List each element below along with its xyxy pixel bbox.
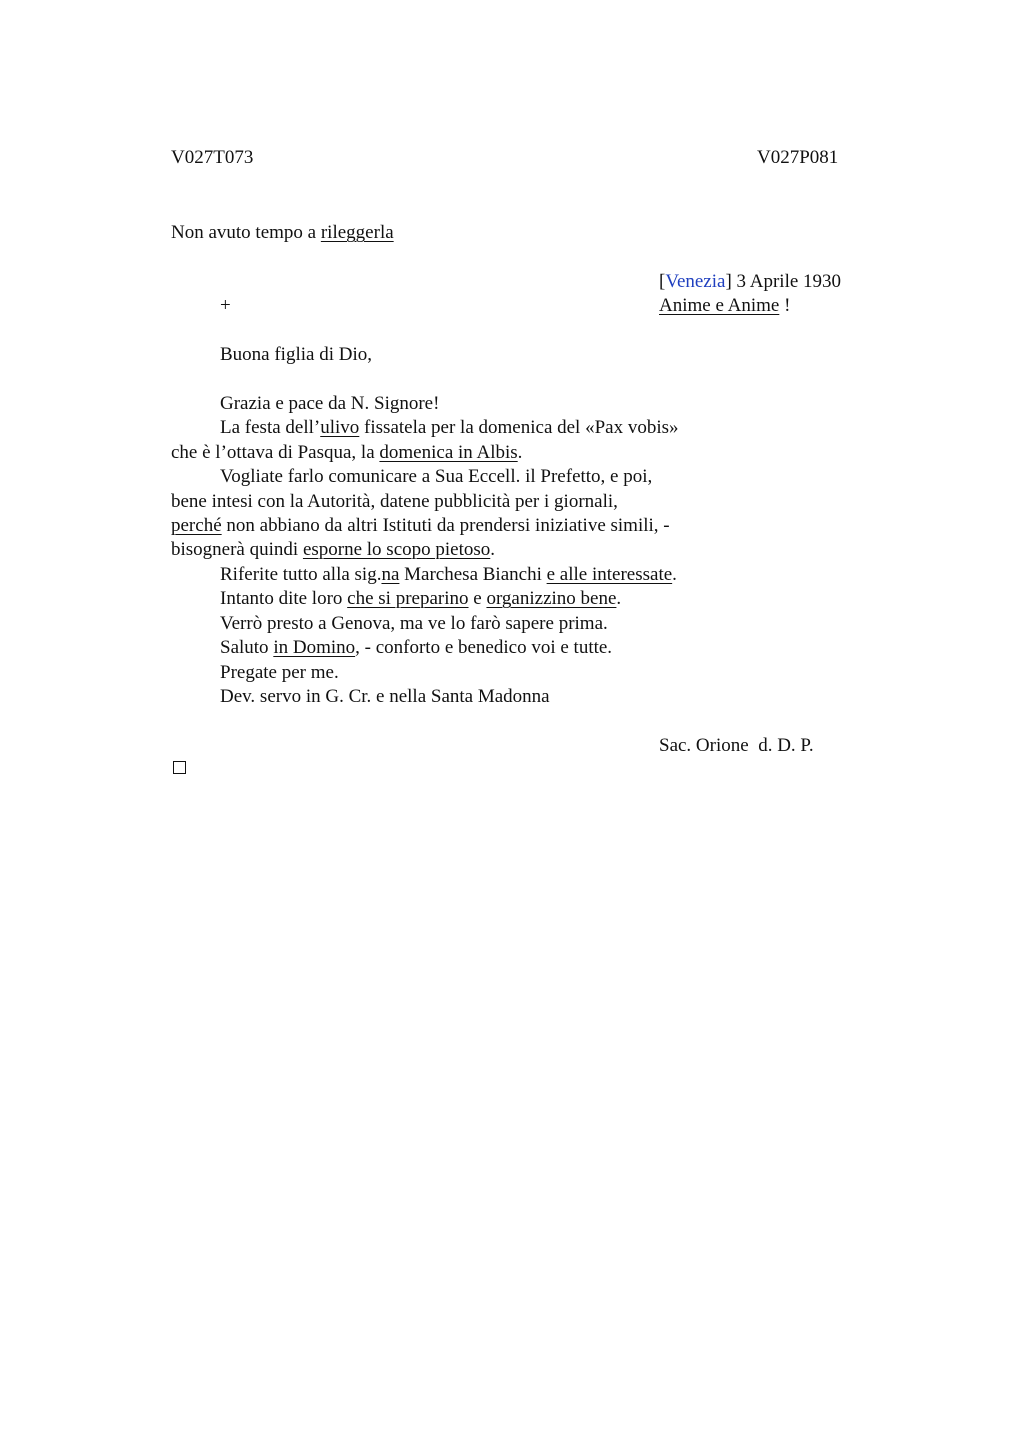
text-run: e [468, 588, 487, 609]
body-line-8 [220, 587, 621, 611]
text-run: non abbiano da altri Istituti da prendersi iniziative simili, - [221, 515, 670, 536]
text-run: La festa dell’ [220, 417, 321, 438]
text-run: che è l’ottava di Pasqua, la [171, 442, 380, 463]
motto-line [659, 294, 790, 318]
greeting: Grazia e pace da N. Signore! [220, 393, 440, 414]
underlined-run: in Domino [273, 637, 356, 658]
body-line-10 [220, 636, 612, 660]
underlined-run: che si preparino [347, 588, 469, 609]
body-line-4: bene intesi con la Autorità, datene pubblicità per i giornali, [171, 491, 618, 512]
body-line-3: Vogliate farlo comunicare a Sua Eccell. il Prefetto, e poi, [220, 466, 653, 487]
text-run: . [672, 564, 677, 585]
underlined-run: domenica in Albis [379, 442, 518, 463]
note-prefix: Non avuto tempo a [171, 222, 321, 243]
underlined-run: ulivo [320, 417, 360, 438]
body-line-2 [171, 441, 522, 465]
text-run: . [616, 588, 622, 609]
text-run: Saluto [220, 637, 274, 658]
date-text: 3 Aprile 1930 [731, 271, 842, 292]
bracket-close: ] [725, 271, 732, 292]
document-code-left: V027T073 [171, 147, 254, 168]
cross-symbol: + [220, 295, 231, 316]
motto-suffix: ! [779, 295, 791, 316]
salutation: Buona figlia di Dio, [220, 344, 372, 365]
place-name: Venezia [665, 271, 726, 292]
bracket-open: [ [659, 271, 666, 292]
text-run: . [517, 442, 523, 463]
body-line-9: Verrò presto a Genova, ma ve lo farò sapere prima. [220, 613, 608, 634]
text-run: Marchesa Bianchi [399, 564, 547, 585]
checkbox-square-icon [173, 761, 186, 774]
closing-line: Dev. servo in G. Cr. e nella Santa Madonna [220, 686, 550, 707]
dateline [659, 270, 841, 294]
underlined-run: organizzino bene [486, 588, 617, 609]
text-run: . [490, 539, 496, 560]
body-line-7 [220, 563, 677, 587]
underlined-run: esporne lo scopo pietoso [302, 539, 491, 560]
text-run: Intanto dite loro [220, 588, 348, 609]
underlined-run: na [381, 564, 400, 585]
text-run: fissatela per la domenica del «Pax vobis» [359, 417, 679, 438]
underlined-run: perché [171, 515, 222, 536]
text-run: bisognerà quindi [171, 539, 303, 560]
note-underlined: rileggerla [320, 222, 394, 243]
underlined-run: e alle interessate [546, 564, 673, 585]
note-line [171, 221, 394, 245]
text-run: , - conforto e benedico voi e tutte. [355, 637, 613, 658]
motto-text: Anime e Anime [659, 295, 780, 316]
body-line-5 [171, 514, 670, 538]
document-code-right: V027P081 [757, 147, 839, 168]
signature: Sac. Orione d. D. P. [659, 735, 814, 756]
text-run: Riferite tutto alla sig. [220, 564, 382, 585]
body-line-6 [171, 538, 495, 562]
body-line-11: Pregate per me. [220, 662, 339, 683]
body-line-1 [220, 416, 679, 440]
